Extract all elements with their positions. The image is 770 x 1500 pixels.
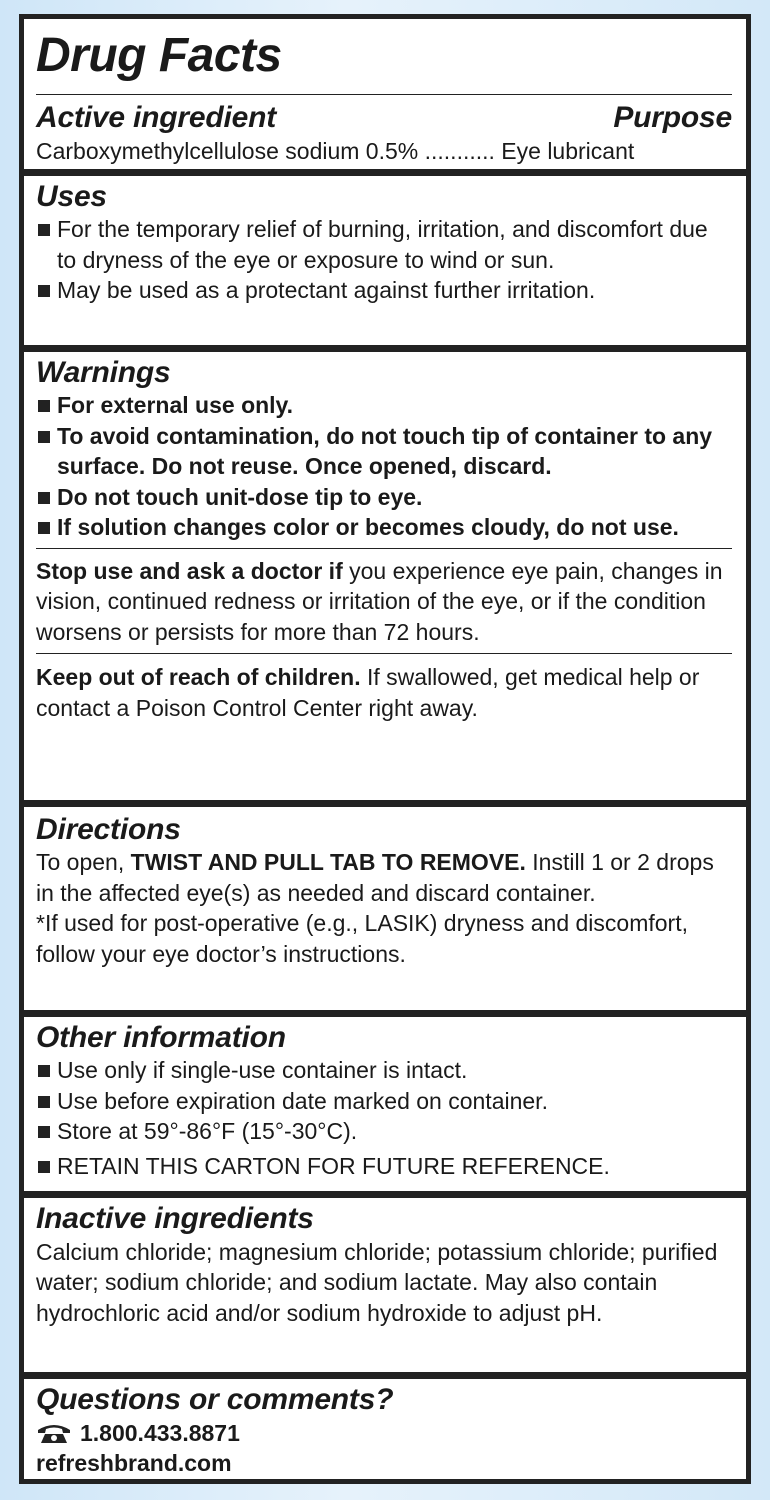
- stop-use-paragraph: Stop use and ask a doctor if you experience eye pain, changes in vision, continued redness or irritation of the eye, or if the condition worsens or persists for more than 72 hours.: [36, 557, 723, 645]
- drug-facts-panel: [19, 14, 751, 1484]
- warning-item: If solution changes color or becomes cloudy, do not use.: [36, 512, 732, 543]
- bullet-square: [38, 224, 50, 236]
- inactive-ingredients-text: Calcium chloride; magnesium chloride; potassium chloride; purified water; sodium chloride; and sodium lactate. May also contain hydrochloric acid and/or sodium hydroxide to adjust pH.: [36, 1238, 718, 1326]
- divider: [36, 653, 732, 654]
- other-item: Use only if single-use container is intact.: [36, 1055, 732, 1086]
- uses-item: For the temporary relief of burning, irritation, and discomfort due to dryness of the eye or exposure to wind or sun.: [36, 214, 732, 275]
- website-link[interactable]: refreshbrand.com: [36, 1450, 232, 1477]
- warning-item: To avoid contamination, do not touch tip of container to any surface. Do not reuse. Once opened, discard.: [36, 421, 732, 482]
- bullet-square: [38, 1126, 50, 1138]
- bullet-square: [38, 1096, 50, 1108]
- directions-heading: Directions: [36, 812, 181, 846]
- inactive-ingredients-section: [24, 1198, 746, 1379]
- other-information-heading: Other information: [36, 1020, 286, 1054]
- bullet-square: [38, 1161, 50, 1173]
- bullet-square: [38, 400, 50, 412]
- active-ingredient-heading: Active ingredient: [36, 101, 276, 134]
- warnings-section: [24, 352, 746, 807]
- divider: [36, 94, 732, 95]
- active-ingredient-section: [24, 19, 746, 176]
- bullet-square: [38, 522, 50, 534]
- keep-out-paragraph: Keep out of reach of children. If swallowed, get medical help or contact a Poison Control Center right away.: [36, 664, 700, 721]
- inactive-ingredients-heading: Inactive ingredients: [36, 1202, 314, 1236]
- directions-section: [24, 807, 746, 1017]
- directions-note: *If used for post-operative (e.g., LASIK) dryness and discomfort, follow your eye doctor’s instructions.: [36, 910, 688, 967]
- bullet-square: [38, 431, 50, 443]
- purpose-heading: Purpose: [613, 101, 732, 134]
- other-item: RETAIN THIS CARTON FOR FUTURE REFERENCE.: [36, 1151, 732, 1182]
- active-ingredient-line: Carboxymethylcellulose sodium 0.5% ........... Eye lubricant: [36, 137, 635, 164]
- bullet-square: [38, 285, 50, 297]
- other-information-section: [24, 1017, 746, 1198]
- other-item: Use before expiration date marked on container.: [36, 1086, 732, 1117]
- questions-heading: Questions or comments?: [36, 1383, 394, 1417]
- phone-number[interactable]: 1.800.433.8871: [80, 1419, 240, 1446]
- bullet-square: [38, 492, 50, 504]
- questions-section: [24, 1379, 746, 1479]
- phone-line: [36, 1418, 732, 1449]
- other-item: Store at 59°-86°F (15°-30°C).: [36, 1116, 732, 1147]
- warning-item: Do not touch unit-dose tip to eye.: [36, 482, 732, 513]
- warnings-heading: Warnings: [36, 355, 171, 389]
- uses-item: May be used as a protectant against further irritation.: [36, 275, 732, 306]
- drug-facts-title: Drug Facts: [36, 29, 282, 82]
- bullet-square: [38, 1065, 50, 1077]
- uses-section: [24, 176, 746, 352]
- telephone-icon: [36, 1421, 72, 1445]
- divider: [36, 548, 732, 549]
- warning-item: For external use only.: [36, 390, 732, 421]
- uses-heading: Uses: [36, 179, 107, 213]
- directions-paragraph: To open, TWIST AND PULL TAB TO REMOVE. Instill 1 or 2 drops in the affected eye(s) as needed and discard container.: [36, 849, 714, 906]
